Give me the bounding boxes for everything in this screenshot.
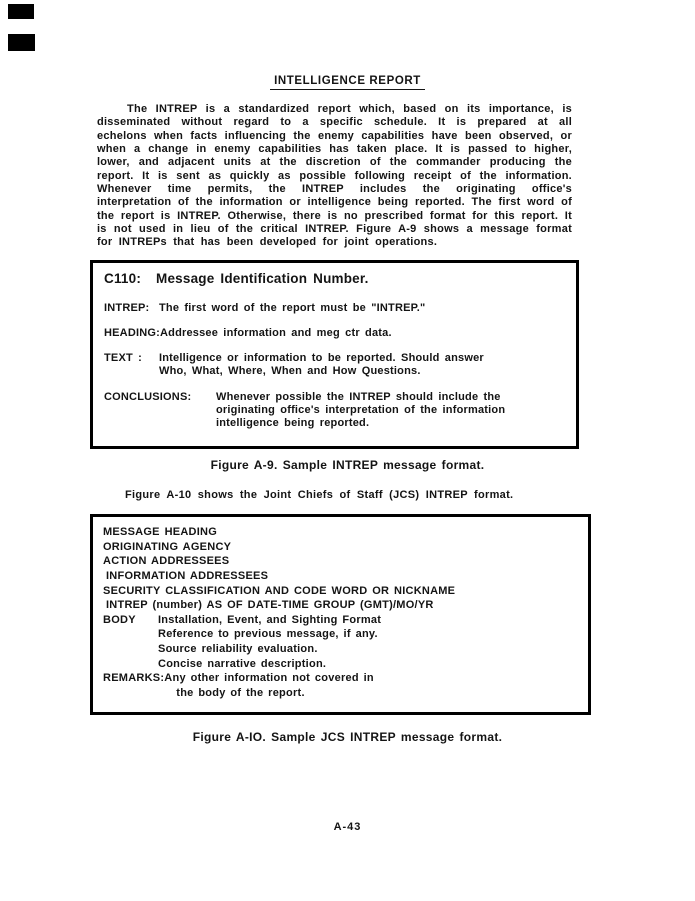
- field-label-text: TEXT :: [104, 352, 143, 365]
- figure-a9-header-row: [104, 271, 564, 286]
- jcs-body-line: Concise narrative description.: [158, 657, 327, 670]
- figure-a9-row-intrep: [104, 302, 564, 315]
- jcs-remarks-section: [103, 671, 578, 700]
- scan-artifact: [8, 34, 35, 51]
- jcs-line-message-heading: MESSAGE HEADING: [103, 526, 218, 539]
- field-label-conclusions: CONCLUSIONS:: [104, 390, 192, 403]
- page-number: A-43: [333, 821, 362, 834]
- figure-a10-box: [90, 514, 591, 715]
- figure-a9-caption: Figure A-9. Sample INTREP message format.: [210, 458, 485, 473]
- intro-paragraph: The INTREP is a standardized report which, based on its importance, is disseminated without regard to a specific schedule. It is prepared at all echelons when facts influencing the enemy capabilities have been observed, or when a change in enemy capabilities has taken place. It is passed to higher, lower, and adjacent units at the discretion of the commander producing the report. It is sent as quickly as possible following receipt of the information. Whenever time permits, the INTREP includes the originating office's interpretation of the information or intelligence being reported. The first word of the report is INTREP. Otherwise, there is no prescribed format for this report. It is not used in lieu of the critical INTREP. Figure A-9 shows a message format for INTREPs that has been developed for joint operations.: [97, 103, 572, 249]
- field-text-intrep: The first word of the report must be "INTREP.": [159, 301, 426, 314]
- jcs-line-information-addressees: INFORMATION ADDRESSEES: [106, 569, 269, 582]
- jcs-remarks-lines: [164, 671, 578, 700]
- field-label-heading: HEADING:: [104, 326, 160, 339]
- field-label-c110: C110:: [104, 270, 142, 286]
- jcs-body-section: [103, 613, 578, 671]
- jcs-body-line: Reference to previous message, if any.: [158, 628, 378, 641]
- figure-a9-row-heading: [104, 327, 564, 340]
- page-title: INTELLIGENCE REPORT: [270, 75, 425, 90]
- jcs-line-action-addressees: ACTION ADDRESSEES: [103, 555, 230, 568]
- scan-artifact: [8, 4, 34, 19]
- field-text-c110: Message Identification Number.: [156, 270, 369, 286]
- field-text-conclusions: Whenever possible the INTREP should include the originating office's interpretation of the information intelligence being reported.: [216, 390, 506, 429]
- figure-a10-caption: Figure A-IO. Sample JCS INTREP message format.: [192, 730, 503, 745]
- jcs-line-originating-agency: ORIGINATING AGENCY: [103, 540, 232, 553]
- title-row: [0, 0, 695, 90]
- jcs-body-label: BODY: [103, 613, 136, 626]
- jcs-line-security-classification: SECURITY CLASSIFICATION AND CODE WORD OR NICKNAME: [103, 584, 456, 597]
- jcs-remarks-line: Any other information not covered in: [164, 672, 374, 685]
- jcs-body-line: Installation, Event, and Sighting Format: [158, 613, 382, 626]
- figure-a9-row-conclusions: [104, 391, 564, 431]
- jcs-remarks-label: REMARKS:: [103, 672, 165, 685]
- field-label-intrep: INTREP:: [104, 301, 150, 314]
- jcs-body-line: Source reliability evaluation.: [158, 642, 318, 655]
- jcs-remarks-line: the body of the report.: [176, 686, 305, 699]
- figure-a10-reference-text: Figure A-10 shows the Joint Chiefs of Staff (JCS) INTREP format.: [125, 489, 514, 502]
- field-text-text: Intelligence or information to be reported. Should answer Who, What, Where, When and How Questions.: [159, 352, 484, 378]
- field-text-heading: Addressee information and meg ctr data.: [160, 326, 392, 339]
- jcs-line-intrep-number: INTREP (number) AS OF DATE-TIME GROUP (GMT)/MO/YR: [106, 599, 434, 612]
- figure-a9-box: [90, 260, 579, 449]
- figure-a9-row-text: [104, 352, 564, 378]
- jcs-body-lines: [158, 613, 578, 671]
